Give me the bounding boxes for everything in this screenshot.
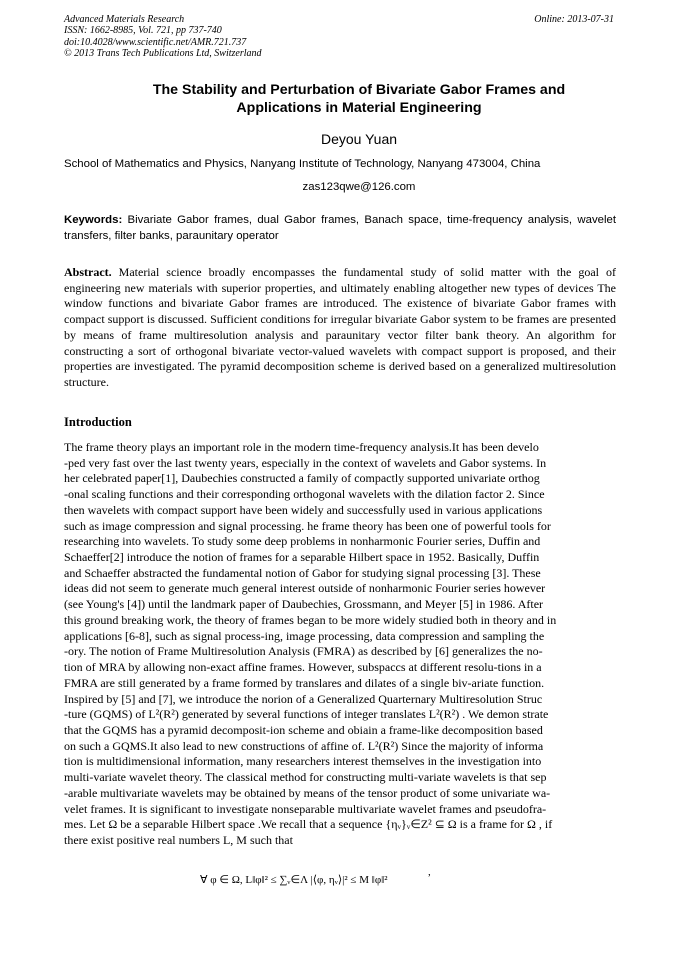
- body-line: such as image compression and signal processing. he frame theory has been one of powerful tools for: [64, 518, 551, 533]
- body-line: there exist positive real numbers L, M such that: [64, 832, 293, 847]
- body-line: multi-variate wavelet theory. The classical method for constructing multi-variate wavelets is that sep: [64, 770, 547, 785]
- body-line: Schaeffer[2] introduce the notion of frames for a separable Hilbert space in 1952. Basically, Duffin: [64, 550, 540, 565]
- abstract-block: [64, 265, 616, 391]
- body-line: ideas did not seem to generate much general interest outside of nonharmonic Fourier series however: [64, 581, 546, 596]
- body-line: Inspired by [5] and [7], we introduce the norion of a Generalized Quarternary Multiresolution Struc: [64, 691, 543, 706]
- body-line: The frame theory plays an important role in the modern time-frequency analysis.It has been develo: [64, 440, 539, 454]
- affiliation: School of Mathematics and Physics, Nanyang Institute of Technology, Nanyang 473004, China: [64, 158, 541, 170]
- body-line: her celebrated paper[1], Daubechies constructed a family of compactly supported univariate orthog: [64, 471, 540, 486]
- journal-name: Advanced Materials Research: [64, 14, 185, 25]
- body-line: -ory. The notion of Frame Multiresolution Analysis (FMRA) as described by [6] generalizes the no-: [64, 644, 543, 659]
- keywords-text: Bivariate Gabor frames, dual Gabor frames, Banach space, time-frequency analysis, wavelet transfers, filter banks, paraunitary operator: [64, 214, 617, 242]
- section-heading-introduction: Introduction: [64, 415, 132, 429]
- body-line: and Schaeffer abstracted the fundamental notion of Gabor for studying signal processing [3]. These: [64, 565, 541, 580]
- body-line: (see Young's [4]) until the landmark paper of Daubechies, Grossmann, and Meyer [5] in 1986. After: [64, 597, 544, 612]
- copyright-line: © 2013 Trans Tech Publications Ltd, Switzerland: [64, 48, 262, 60]
- body-line: tion is multidimensional information, many researchers interest themselves in the investigation into: [64, 754, 542, 769]
- body-line: researching into wavelets. To study some deep problems in nonharmonic Fourier series, Duffin and: [64, 534, 541, 549]
- body-line: that the GQMS has a pyramid decomposit-ion scheme and obiain a frame-like decomposition based: [64, 722, 543, 737]
- body-line: -ture (GQMS) of L²(R²) generated by several functions of integer translates L²(R²) . We demon strate: [64, 707, 549, 722]
- body-line: -arable multivariate wavelets may be obtained by means of the tensor product of some univariate wa-: [64, 785, 551, 800]
- online-date: Online: 2013-07-31: [534, 14, 614, 25]
- equation-comma: ,: [428, 866, 431, 878]
- body-line: mes. Let Ω be a separable Hilbert space .We recall that a sequence {ηᵥ}ᵥ∈Z² ⊆ Ω is a frame for Ω , if: [64, 817, 553, 832]
- title-line: Applications in Material Engineering: [236, 100, 482, 116]
- body-line: on such a GQMS.It also lead to new constructions of affine of. L²(R²) Since the majority of informa: [64, 738, 544, 753]
- paper-title: [64, 81, 654, 117]
- keywords-label: Keywords:: [64, 214, 123, 226]
- body-line: this ground breaking work, the theory of frames began to be more widely studied both in theory and in: [64, 612, 557, 627]
- doi-line: doi:10.4028/www.scientific.net/AMR.721.737: [64, 36, 247, 48]
- keywords-block: [64, 213, 616, 244]
- title-line: The Stability and Perturbation of Bivariate Gabor Frames and: [152, 82, 566, 98]
- body-line: velet frames. It is significant to investigate nonseparable multivariate wavelet frames and pseudofra-: [64, 801, 547, 816]
- body-line: -onal scaling functions and their corresponding orthogonal wavelets with the dilation factor 2. Since: [64, 487, 545, 502]
- journal-header: [64, 14, 262, 60]
- body-line: -ped very fast over the last twenty years, especially in the context of wavelets and Gabor systems. In: [64, 455, 547, 470]
- body-line: applications [6-8], such as signal process-ing, image processing, data compression and sampling the: [64, 628, 545, 643]
- abstract-label: Abstract.: [64, 265, 112, 279]
- issn-line: ISSN: 1662-8985, Vol. 721, pp 737-740: [64, 25, 222, 37]
- author-email: zas123qwe@126.com: [302, 181, 416, 193]
- abstract-text: Material science broadly encompasses the fundamental study of solid matter with the goal of engineering new materials with superior properties, and ultimately enabling altogether new types of devices The window functions and bivariate Gabor frames are introduced. The existence of bivariate Gabor frames with compact support is discussed. Sufficient conditions for irregular bivariate Gabor system to be frames are presented by means of frame multiresolution analysis and paraunitary vector filter bank theory. An algorithm for constructing a sort of orthogonal bivariate vector-valued wavelets with compact support is proposed, and their properties are investigated. The pyramid decomposition scheme is derived based on a generalized multiresolution structure.: [64, 265, 617, 389]
- body-line: FMRA are still generated by a frame formed by translares and dilates of a single biv-ariate function.: [64, 675, 545, 690]
- body-line: then wavelets with compact support have been widely and successfully used in various applications: [64, 502, 543, 517]
- frame-inequality: ∀ φ ∈ Ω, L‖φ‖² ≤ ∑ᵥ∈Λ |⟨φ, ηᵥ⟩|² ≤ M ‖φ‖²: [200, 874, 388, 886]
- author-name: Deyou Yuan: [320, 131, 398, 147]
- body-line: tion of MRA by allowing non-exact affine frames. However, subspaccs at different resolu-tions in a: [64, 660, 542, 675]
- introduction-body: [64, 440, 616, 849]
